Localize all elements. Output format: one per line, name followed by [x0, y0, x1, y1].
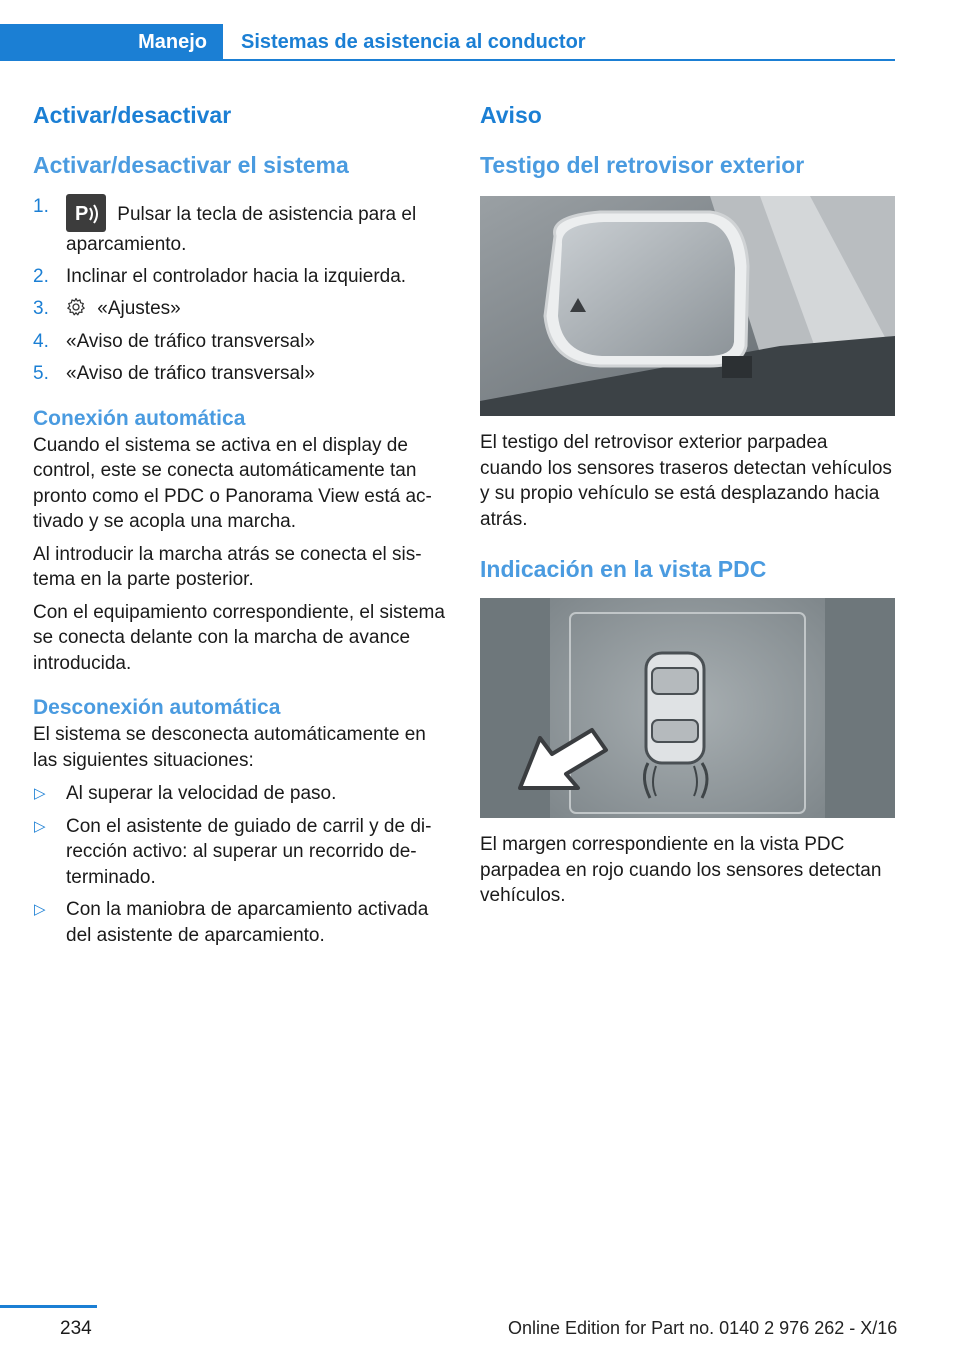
list-item	[33, 781, 448, 807]
triangle-bullet-icon: ▷	[34, 785, 46, 802]
gear-icon	[66, 297, 86, 317]
step-text: Inclinar el controlador hacia la izquierda.	[66, 265, 407, 287]
step-item	[33, 264, 448, 290]
step-text: Pulsar la tecla de asistencia para el aparcamiento.	[66, 204, 417, 255]
heading-pdc-view: Indicación en la vista PDC	[480, 556, 767, 582]
step-text: «Aviso de tráfico transversal»	[66, 363, 315, 384]
heading-activate-system: Activar/desactivar el sistema	[33, 152, 349, 178]
auto-off-paragraph: El sistema se desconecta automáticamente en las siguientes situaciones:	[33, 724, 426, 771]
auto-off-list	[33, 781, 448, 948]
auto-on-paragraph-3: Con el equipamiento correspondiente, el sistema se conecta delante con la marcha de avance introducida.	[33, 601, 445, 674]
step-number: 3.	[33, 298, 49, 319]
list-item-text: Con la maniobra de aparcamiento activada del asistente de aparcamiento.	[66, 899, 429, 946]
list-item	[33, 814, 448, 891]
step-item	[33, 194, 448, 258]
chapter-title: Sistemas de asistencia al conductor	[241, 31, 586, 53]
svg-text:P: P	[75, 203, 89, 225]
pdc-view-image	[480, 598, 895, 818]
step-item	[33, 296, 448, 322]
heading-auto-off: Desconexión automática	[33, 696, 281, 719]
step-number: 4.	[33, 330, 49, 352]
step-number: 2.	[33, 265, 49, 287]
header-rule	[223, 59, 895, 61]
triangle-bullet-icon: ▷	[34, 901, 46, 918]
step-item	[33, 329, 448, 355]
heading-auto-on: Conexión automática	[33, 406, 246, 430]
heading-activate: Activar/desactivar	[33, 102, 232, 128]
step-number: 1.	[33, 196, 49, 217]
page-number: 234	[60, 1318, 92, 1339]
park-assist-button-icon	[66, 194, 106, 232]
steps-list	[33, 194, 448, 387]
edition-note: Online Edition for Part no. 0140 2 976 262 - X/16	[508, 1318, 898, 1338]
auto-on-paragraph-2: Al introducir la marcha atrás se conecta el sistema en la parte posterior.	[33, 543, 422, 590]
step-number: 5.	[33, 363, 49, 384]
mirror-indicator-image	[480, 196, 895, 416]
list-item-text: Con el asistente de guiado de carril y de dirección activo: al superar un recorrido determinado.	[66, 815, 432, 888]
list-item-text: Al superar la velocidad de paso.	[66, 783, 337, 804]
auto-on-paragraph-1: Cuando el sistema se activa en el display de control, este se conecta automáticamente tan pronto como el PDC o Panorama View está activado y se acopla una marcha.	[33, 434, 432, 532]
heading-warning: Aviso	[480, 102, 542, 128]
footer-rule	[0, 1305, 97, 1308]
step-text: «Ajustes»	[97, 298, 181, 319]
triangle-bullet-icon: ▷	[34, 817, 46, 835]
step-text: «Aviso de tráfico transversal»	[66, 330, 315, 352]
mirror-paragraph: El testigo del retrovisor exterior parpadea cuando los sensores traseros detectan vehículos y su propio vehículo se está desplazando hacia atrás.	[480, 432, 892, 530]
list-item	[33, 897, 448, 948]
step-item	[33, 361, 448, 387]
left-column	[33, 100, 448, 955]
running-header	[0, 24, 895, 61]
heading-mirror-indicator: Testigo del retrovisor exterior	[480, 152, 805, 178]
section-tab: Manejo	[0, 24, 223, 61]
right-column	[480, 100, 895, 909]
pdc-paragraph: El margen correspondiente en la vista PDC parpadea en rojo cuando los sensores detectan vehículos.	[480, 834, 882, 906]
